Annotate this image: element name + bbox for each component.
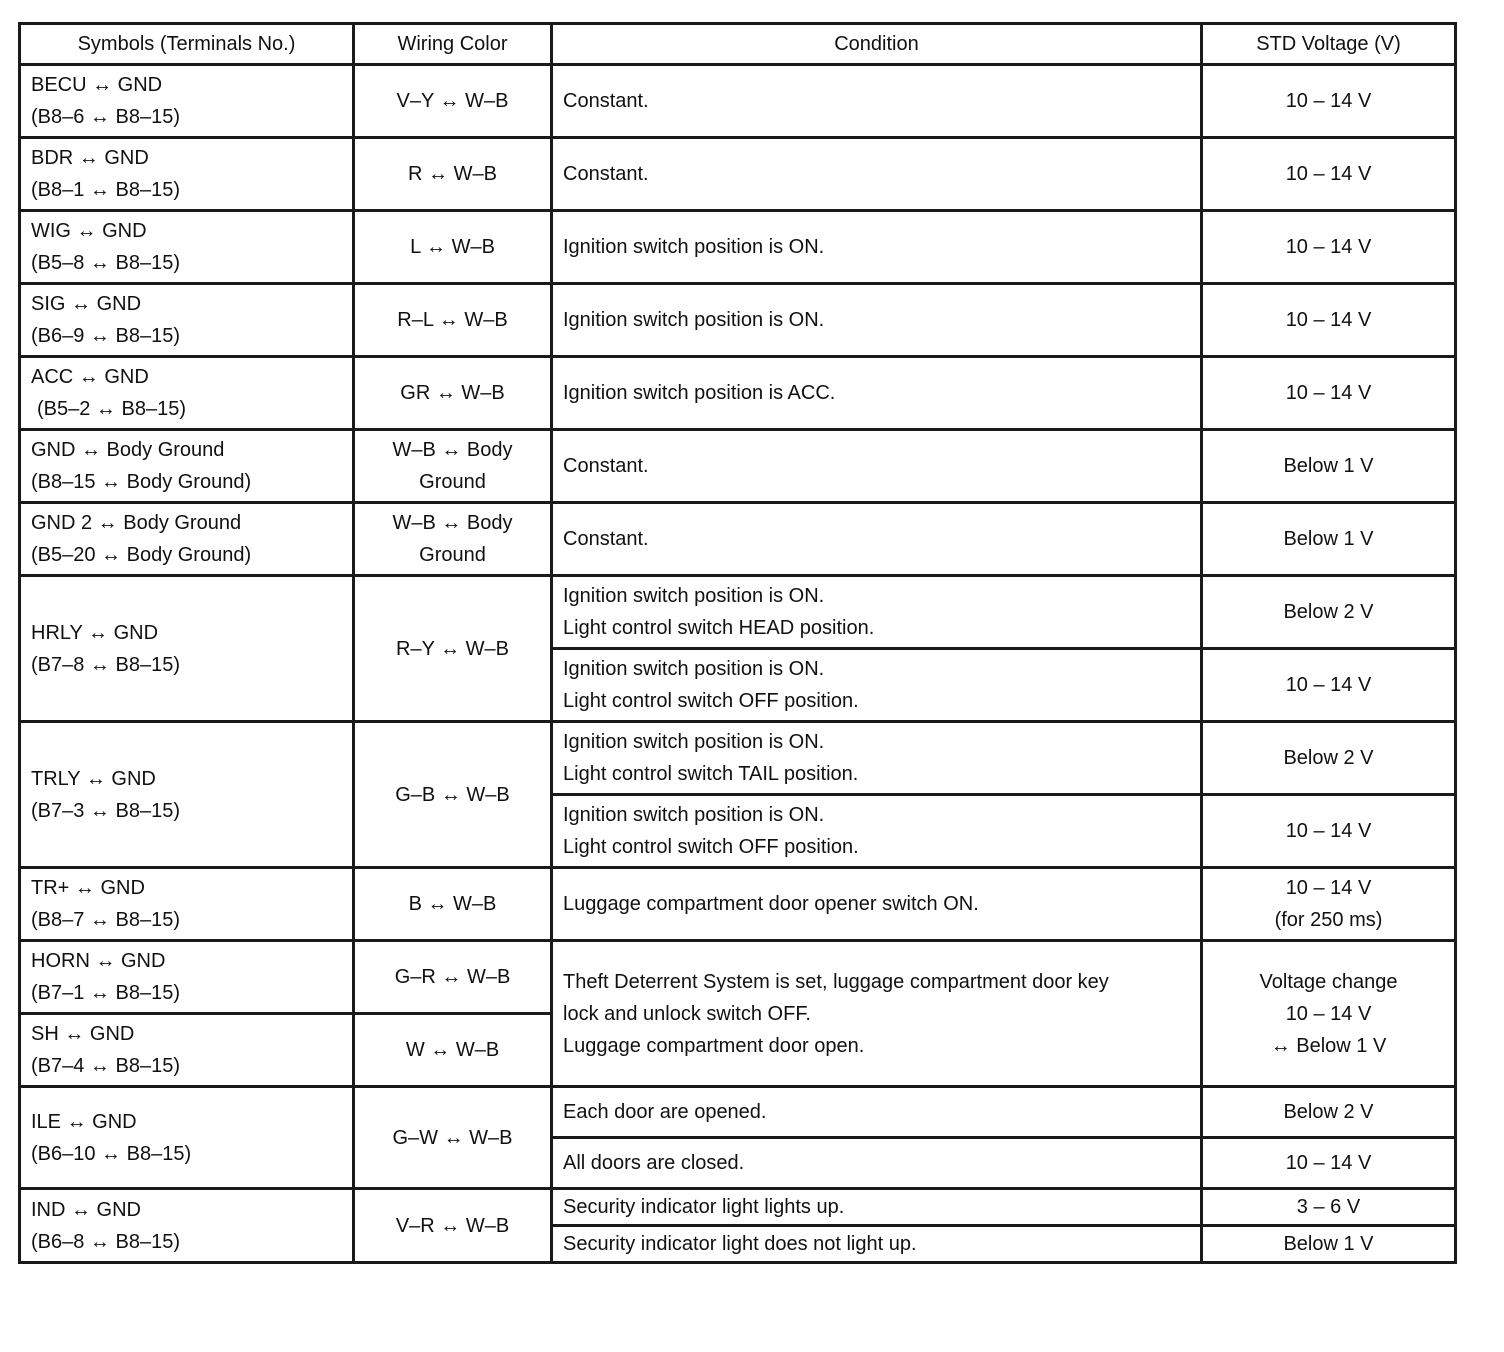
symbol-label: ACC ↔ GND: [31, 366, 149, 388]
wiring-color-cell: V–R ↔ W–B: [354, 1189, 552, 1263]
voltage-cell: 10 – 14 V: [1202, 284, 1456, 357]
symbol-label: SIG ↔ GND: [31, 293, 142, 315]
wiring-color-cell: V–Y ↔ W–B: [354, 65, 552, 138]
condition-line: Light control switch OFF position.: [563, 690, 859, 712]
symbol-label: SH ↔ GND: [31, 1023, 135, 1045]
voltage-cell: 10 – 14 V: [1202, 1138, 1456, 1189]
wiring-color-cell: GR ↔ W–B: [354, 357, 552, 430]
header-std-voltage: STD Voltage (V): [1202, 24, 1456, 65]
table-row: [20, 941, 1456, 1014]
voltage-spec-table: [18, 22, 1457, 1264]
terminal-label: (B6–8 ↔ B8–15): [31, 1230, 180, 1253]
voltage-cell: Below 1 V: [1202, 503, 1456, 576]
terminal-label: (B7–3 ↔ B8–15): [31, 799, 180, 822]
voltage-line: Voltage change: [1259, 970, 1398, 993]
symbol-cell: [20, 284, 354, 357]
table-row: [20, 65, 1456, 138]
condition-cell: Security indicator light does not light up.: [552, 1226, 1202, 1263]
voltage-line: 10 – 14 V: [1285, 877, 1372, 899]
terminal-label: (B8–6 ↔ B8–15): [31, 106, 180, 128]
condition-cell: Ignition switch position is ACC.: [552, 357, 1202, 430]
condition-cell: [552, 941, 1202, 1087]
terminal-label: (B8–7 ↔ B8–15): [31, 909, 180, 931]
condition-cell: [552, 649, 1202, 722]
voltage-cell: Below 1 V: [1202, 1226, 1456, 1263]
symbol-label: GND 2 ↔ Body Ground: [31, 512, 242, 534]
table-row: [20, 868, 1456, 941]
voltage-line: 10 – 14 V: [1285, 1002, 1372, 1025]
wiring-color-cell: G–R ↔ W–B: [354, 941, 552, 1014]
condition-line: Luggage compartment door open.: [563, 1034, 865, 1057]
voltage-cell: 10 – 14 V: [1202, 65, 1456, 138]
table-row: [20, 284, 1456, 357]
condition-line: Ignition switch position is ON.: [563, 585, 825, 607]
symbol-label: IND ↔ GND: [31, 1198, 141, 1221]
symbol-label: HRLY ↔ GND: [31, 621, 159, 644]
symbol-label: BDR ↔ GND: [31, 147, 149, 169]
voltage-line: ↔ Below 1 V: [1270, 1034, 1387, 1057]
wiring-color-cell: W ↔ W–B: [354, 1014, 552, 1087]
wiring-color-cell: G–W ↔ W–B: [354, 1087, 552, 1189]
terminal-label: (B5–2 ↔ B8–15): [37, 398, 186, 420]
wiring-color-line: W–B ↔ Body: [392, 512, 513, 534]
symbol-cell: [20, 357, 354, 430]
table-row: [20, 430, 1456, 503]
symbol-cell: [20, 1014, 354, 1087]
voltage-cell: [1202, 941, 1456, 1087]
terminal-label: (B7–8 ↔ B8–15): [31, 653, 180, 676]
voltage-cell: 10 – 14 V: [1202, 649, 1456, 722]
table-row: [20, 1087, 1456, 1138]
symbol-label: ILE ↔ GND: [31, 1110, 137, 1133]
voltage-cell: [1202, 868, 1456, 941]
wiring-color-line: Ground: [419, 471, 486, 493]
table-row: [20, 722, 1456, 795]
condition-line: Ignition switch position is ON.: [563, 658, 825, 680]
condition-cell: Constant.: [552, 65, 1202, 138]
condition-cell: Constant.: [552, 503, 1202, 576]
terminal-label: (B5–8 ↔ B8–15): [31, 252, 180, 274]
header-wiring-color: Wiring Color: [354, 24, 552, 65]
terminal-label: (B8–1 ↔ B8–15): [31, 179, 180, 201]
condition-cell: Constant.: [552, 430, 1202, 503]
condition-line: Light control switch OFF position.: [563, 836, 859, 858]
symbol-cell: [20, 503, 354, 576]
voltage-cell: 10 – 14 V: [1202, 795, 1456, 868]
wiring-color-cell: R–L ↔ W–B: [354, 284, 552, 357]
table-row: [20, 576, 1456, 649]
terminal-label: (B7–1 ↔ B8–15): [31, 982, 180, 1004]
condition-cell: Security indicator light lights up.: [552, 1189, 1202, 1226]
symbol-cell: [20, 941, 354, 1014]
voltage-cell: 10 – 14 V: [1202, 211, 1456, 284]
table-row: [20, 138, 1456, 211]
table-header-row: [20, 24, 1456, 65]
symbol-cell: [20, 430, 354, 503]
condition-line: lock and unlock switch OFF.: [563, 1002, 811, 1025]
wiring-color-line: W–B ↔ Body: [392, 439, 513, 461]
condition-cell: [552, 795, 1202, 868]
symbol-label: HORN ↔ GND: [31, 950, 166, 972]
terminal-label: (B7–4 ↔ B8–15): [31, 1055, 180, 1077]
terminal-label: (B8–15 ↔ Body Ground): [31, 471, 252, 493]
condition-cell: Each door are opened.: [552, 1087, 1202, 1138]
header-symbols: Symbols (Terminals No.): [20, 24, 354, 65]
table-row: [20, 357, 1456, 430]
wiring-color-line: Ground: [419, 544, 486, 566]
header-condition: Condition: [552, 24, 1202, 65]
symbol-label: TRLY ↔ GND: [31, 767, 156, 790]
table-row: [20, 503, 1456, 576]
wiring-color-cell: [354, 430, 552, 503]
condition-cell: All doors are closed.: [552, 1138, 1202, 1189]
voltage-cell: Below 2 V: [1202, 1087, 1456, 1138]
symbol-cell: [20, 1087, 354, 1189]
table-row: [20, 1189, 1456, 1226]
condition-cell: [552, 722, 1202, 795]
wiring-color-cell: R ↔ W–B: [354, 138, 552, 211]
voltage-line: (for 250 ms): [1274, 909, 1383, 931]
voltage-cell: 10 – 14 V: [1202, 138, 1456, 211]
terminal-label: (B6–10 ↔ B8–15): [31, 1142, 192, 1165]
symbol-cell: [20, 211, 354, 284]
symbol-label: WIG ↔ GND: [31, 220, 147, 242]
condition-cell: Constant.: [552, 138, 1202, 211]
symbol-label: TR+ ↔ GND: [31, 877, 145, 899]
condition-cell: Ignition switch position is ON.: [552, 211, 1202, 284]
symbol-cell: [20, 65, 354, 138]
symbol-cell: [20, 1189, 354, 1263]
condition-line: Ignition switch position is ON.: [563, 731, 825, 753]
condition-cell: [552, 576, 1202, 649]
table-row: [20, 211, 1456, 284]
voltage-cell: 3 – 6 V: [1202, 1189, 1456, 1226]
wiring-color-cell: L ↔ W–B: [354, 211, 552, 284]
wiring-color-cell: [354, 503, 552, 576]
voltage-cell: Below 1 V: [1202, 430, 1456, 503]
terminal-label: (B6–9 ↔ B8–15): [31, 325, 180, 347]
condition-line: Light control switch TAIL position.: [563, 763, 859, 785]
voltage-cell: Below 2 V: [1202, 576, 1456, 649]
terminal-label: (B5–20 ↔ Body Ground): [31, 544, 252, 566]
symbol-cell: [20, 576, 354, 722]
symbol-cell: [20, 722, 354, 868]
wiring-color-cell: B ↔ W–B: [354, 868, 552, 941]
condition-cell: Ignition switch position is ON.: [552, 284, 1202, 357]
voltage-cell: Below 2 V: [1202, 722, 1456, 795]
condition-cell: Luggage compartment door opener switch ON.: [552, 868, 1202, 941]
condition-line: Ignition switch position is ON.: [563, 804, 825, 826]
symbol-label: GND ↔ Body Ground: [31, 439, 225, 461]
wiring-color-cell: R–Y ↔ W–B: [354, 576, 552, 722]
symbol-label: BECU ↔ GND: [31, 74, 163, 96]
symbol-cell: [20, 138, 354, 211]
symbol-cell: [20, 868, 354, 941]
condition-line: Light control switch HEAD position.: [563, 617, 875, 639]
voltage-cell: 10 – 14 V: [1202, 357, 1456, 430]
wiring-color-cell: G–B ↔ W–B: [354, 722, 552, 868]
condition-line: Theft Deterrent System is set, luggage compartment door key: [563, 970, 1109, 993]
